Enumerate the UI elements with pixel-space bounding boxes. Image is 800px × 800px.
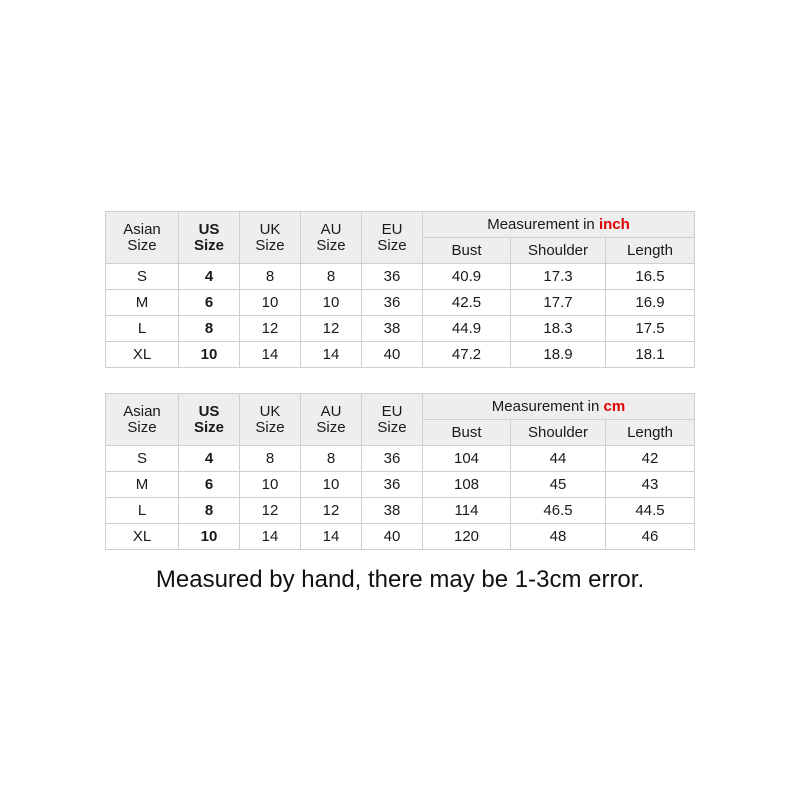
cell-shoulder: 18.3 — [511, 316, 606, 342]
table-row — [106, 342, 695, 368]
cell-eu-size: 38 — [362, 498, 423, 524]
cell-shoulder: 17.3 — [511, 264, 606, 290]
cell-length: 18.1 — [606, 342, 695, 368]
cell-bust: 44.9 — [423, 316, 511, 342]
cell-uk-size: 10 — [240, 472, 301, 498]
cell-us-size: 6 — [179, 472, 240, 498]
table-row — [106, 264, 695, 290]
cell-us-size: 6 — [179, 290, 240, 316]
cell-uk-size: 12 — [240, 498, 301, 524]
cell-shoulder: 45 — [511, 472, 606, 498]
cell-au-size: 14 — [301, 342, 362, 368]
header-asian-size: Asian Size — [106, 394, 179, 446]
cell-uk-size: 14 — [240, 524, 301, 550]
cell-eu-size: 36 — [362, 446, 423, 472]
header-shoulder: Shoulder — [511, 420, 606, 446]
cell-uk-size: 8 — [240, 264, 301, 290]
cell-asian-size: L — [106, 498, 179, 524]
header-uk-size: UK Size — [240, 394, 301, 446]
cell-bust: 40.9 — [423, 264, 511, 290]
table-row — [106, 290, 695, 316]
cell-au-size: 12 — [301, 498, 362, 524]
cell-us-size: 10 — [179, 342, 240, 368]
cell-uk-size: 14 — [240, 342, 301, 368]
header-asian-size: Asian Size — [106, 212, 179, 264]
cell-asian-size: XL — [106, 342, 179, 368]
cell-shoulder: 46.5 — [511, 498, 606, 524]
cell-length: 46 — [606, 524, 695, 550]
table-row — [106, 316, 695, 342]
header-us-size: US Size — [179, 212, 240, 264]
cell-eu-size: 40 — [362, 342, 423, 368]
header-measurement: Measurement in inch — [423, 212, 695, 238]
cell-au-size: 14 — [301, 524, 362, 550]
size-table-cm — [105, 393, 695, 550]
cell-au-size: 10 — [301, 472, 362, 498]
header-au-size: AU Size — [301, 212, 362, 264]
cell-us-size: 8 — [179, 498, 240, 524]
cell-length: 16.9 — [606, 290, 695, 316]
header-au-size: AU Size — [301, 394, 362, 446]
cell-bust: 47.2 — [423, 342, 511, 368]
cell-us-size: 4 — [179, 264, 240, 290]
header-shoulder: Shoulder — [511, 238, 606, 264]
cell-au-size: 8 — [301, 446, 362, 472]
header-row — [106, 212, 695, 238]
header-bust: Bust — [423, 420, 511, 446]
cell-shoulder: 17.7 — [511, 290, 606, 316]
cell-asian-size: S — [106, 446, 179, 472]
table-row — [106, 524, 695, 550]
table-row — [106, 472, 695, 498]
cell-us-size: 10 — [179, 524, 240, 550]
measurement-note: Measured by hand, there may be 1-3cm error. — [155, 566, 645, 593]
cell-length: 16.5 — [606, 264, 695, 290]
cell-length: 43 — [606, 472, 695, 498]
header-row — [106, 394, 695, 420]
cell-shoulder: 48 — [511, 524, 606, 550]
cell-us-size: 8 — [179, 316, 240, 342]
table-row — [106, 446, 695, 472]
cell-length: 17.5 — [606, 316, 695, 342]
cell-bust: 108 — [423, 472, 511, 498]
cell-shoulder: 18.9 — [511, 342, 606, 368]
header-measurement: Measurement in cm — [423, 394, 695, 420]
header-eu-size: EU Size — [362, 394, 423, 446]
cell-bust: 104 — [423, 446, 511, 472]
cell-uk-size: 12 — [240, 316, 301, 342]
cell-length: 42 — [606, 446, 695, 472]
cell-eu-size: 36 — [362, 264, 423, 290]
cell-eu-size: 36 — [362, 472, 423, 498]
header-us-size: US Size — [179, 394, 240, 446]
table-row — [106, 498, 695, 524]
cell-bust: 42.5 — [423, 290, 511, 316]
header-length: Length — [606, 420, 695, 446]
cell-uk-size: 8 — [240, 446, 301, 472]
cell-shoulder: 44 — [511, 446, 606, 472]
cell-uk-size: 10 — [240, 290, 301, 316]
size-table-inch — [105, 211, 695, 368]
cell-asian-size: S — [106, 264, 179, 290]
cell-eu-size: 40 — [362, 524, 423, 550]
cell-bust: 114 — [423, 498, 511, 524]
cell-eu-size: 38 — [362, 316, 423, 342]
cell-au-size: 8 — [301, 264, 362, 290]
cell-au-size: 12 — [301, 316, 362, 342]
header-length: Length — [606, 238, 695, 264]
cell-asian-size: L — [106, 316, 179, 342]
unit-label: inch — [598, 215, 630, 233]
cell-asian-size: M — [106, 290, 179, 316]
header-uk-size: UK Size — [240, 212, 301, 264]
cell-bust: 120 — [423, 524, 511, 550]
cell-us-size: 4 — [179, 446, 240, 472]
cell-asian-size: M — [106, 472, 179, 498]
header-eu-size: EU Size — [362, 212, 423, 264]
cell-eu-size: 36 — [362, 290, 423, 316]
cell-asian-size: XL — [106, 524, 179, 550]
cell-au-size: 10 — [301, 290, 362, 316]
unit-label: cm — [603, 397, 626, 415]
header-bust: Bust — [423, 238, 511, 264]
cell-length: 44.5 — [606, 498, 695, 524]
